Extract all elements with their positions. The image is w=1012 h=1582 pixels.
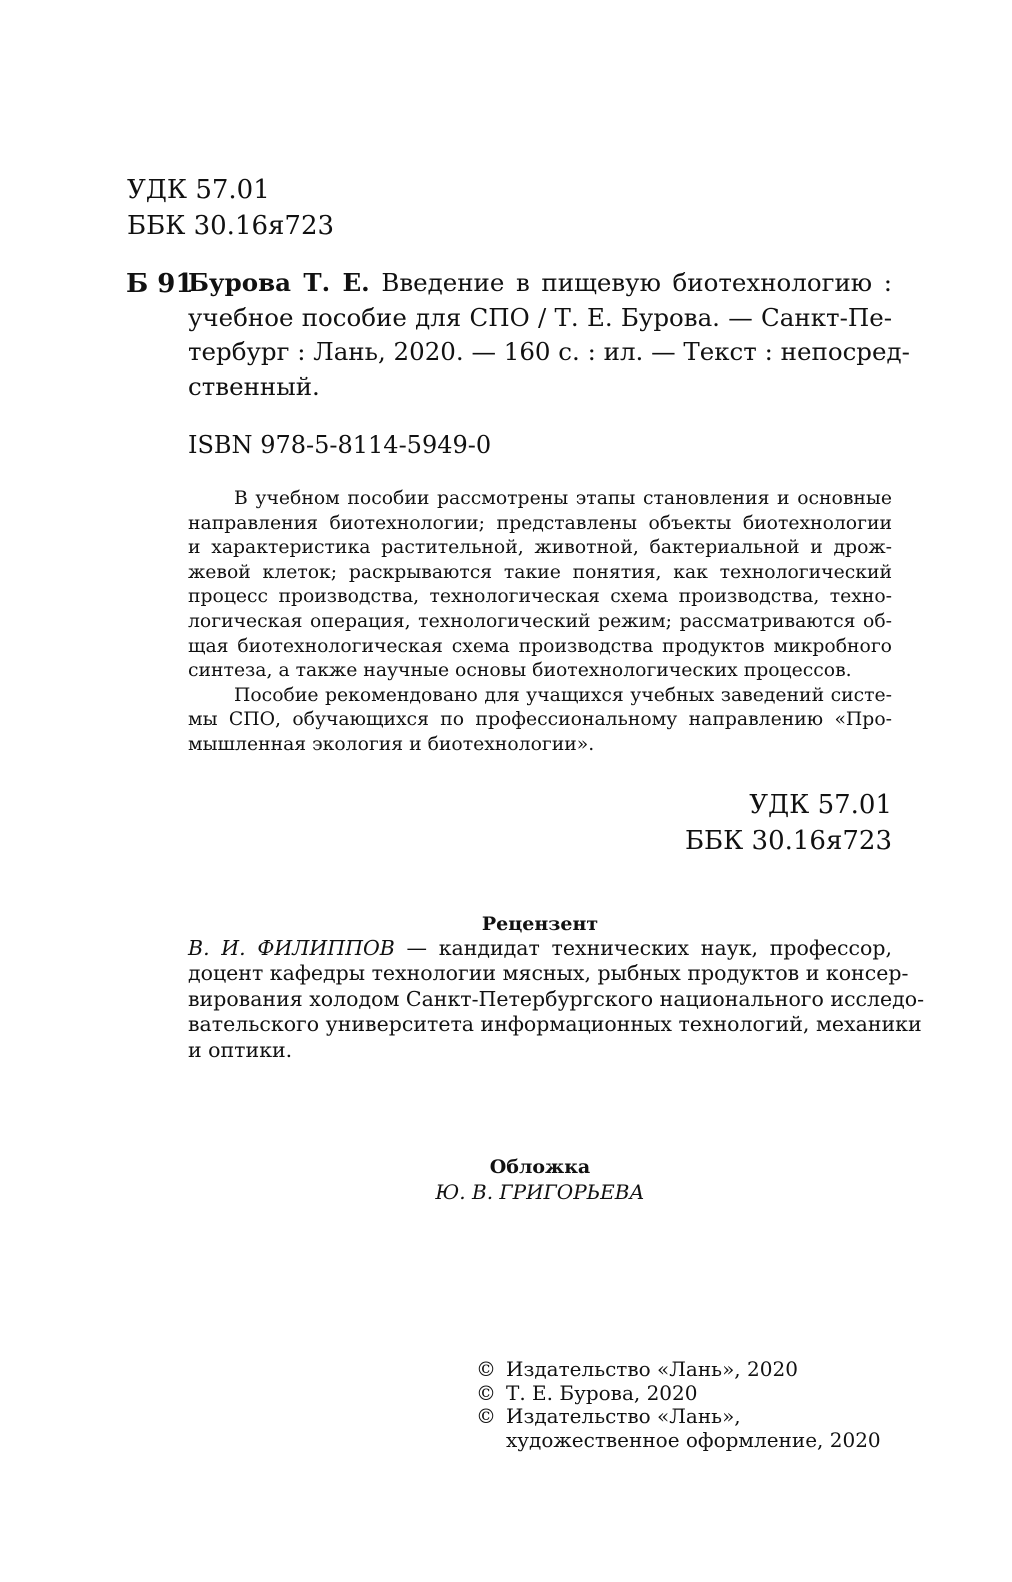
author-mark: Б 91	[126, 269, 194, 299]
book-title: Введение в пищевую биотехнологию :	[381, 268, 893, 297]
reviewer-info	[188, 936, 925, 1063]
abstract-line: и характеристика растительной, животной, бактериальной и дрож-	[188, 537, 892, 559]
author-name: Бурова Т. Е.	[188, 268, 370, 297]
udk-code: УДК 57.01	[127, 175, 270, 205]
copyright-icon: ©	[476, 1404, 496, 1429]
bbk-code: ББК 30.16я723	[684, 826, 892, 856]
reviewer-line: доцент кафедры технологии мясных, рыбных продуктов и консер-	[188, 961, 909, 986]
abstract-line: логическая операция, технологический режим; рассматриваются об-	[188, 610, 892, 632]
abstract-line: жевой клеток; раскрываются такие понятия, как технологический	[188, 561, 892, 583]
udk-code: УДК 57.01	[749, 790, 892, 820]
isbn: ISBN 978-5-8114-5949-0	[188, 431, 492, 459]
abstract-line: В учебном пособии рассмотрены этапы становления и основные	[234, 488, 892, 509]
abstract-line: мы СПО, обучающихся по профессиональному направлению «Про-	[188, 709, 892, 731]
bibliographic-entry	[188, 266, 910, 404]
cover-heading: Обложка	[489, 1156, 591, 1178]
abstract-line: синтеза, а также научные основы биотехнологических процессов.	[188, 660, 852, 682]
copyright-block	[476, 1358, 881, 1452]
copyright-line: © Издательство «Лань», 2020	[476, 1357, 798, 1381]
copyright-line: © Издательство «Лань»,	[476, 1404, 741, 1429]
abstract-line: процесс производства, технологическая схема производства, техно-	[188, 586, 892, 608]
abstract	[188, 487, 892, 758]
reviewer-line-1	[188, 936, 892, 961]
entry-line-2: учебное пособие для СПО / Т. Е. Бурова. — Санкт-Пе-	[188, 302, 892, 332]
abstract-line: мышленная экология и биотехнологии».	[188, 733, 595, 755]
reviewer-title: — кандидат технических наук, профессор,	[394, 936, 892, 960]
abstract-line: направления биотехнологии; представлены объекты биотехнологии	[188, 512, 892, 534]
abstract-line: Пособие рекомендовано для учащихся учебных заведений систе-	[234, 684, 892, 706]
classification-bottom	[685, 787, 892, 859]
reviewer-line: вательского университета информационных технологий, механики	[188, 1012, 922, 1037]
reviewer-name: В. И. ФИЛИППОВ	[188, 936, 395, 960]
entry-line-1	[188, 266, 892, 301]
reviewer-heading: Рецензент	[481, 913, 599, 935]
copyright-line: © Т. Е. Бурова, 2020	[476, 1380, 698, 1405]
copyright-icon: ©	[476, 1357, 496, 1381]
copyright-icon: ©	[476, 1380, 496, 1405]
entry-line-4: ственный.	[188, 371, 320, 401]
reviewer-line: вирования холодом Санкт-Петербургского национального исследо-	[188, 986, 925, 1011]
abstract-line: щая биотехнологическая схема производства продуктов микробного	[188, 635, 892, 657]
reviewer-line: и оптики.	[188, 1037, 293, 1062]
cover-designer: Ю. В. ГРИГОРЬЕВА	[435, 1180, 645, 1204]
classification-top	[127, 172, 334, 244]
bbk-code: ББК 30.16я723	[127, 211, 335, 241]
copyright-continuation: художественное оформление, 2020	[506, 1427, 881, 1452]
entry-line-3: тербург : Лань, 2020. — 160 с. : ил. — Текст : непосред-	[188, 337, 910, 366]
